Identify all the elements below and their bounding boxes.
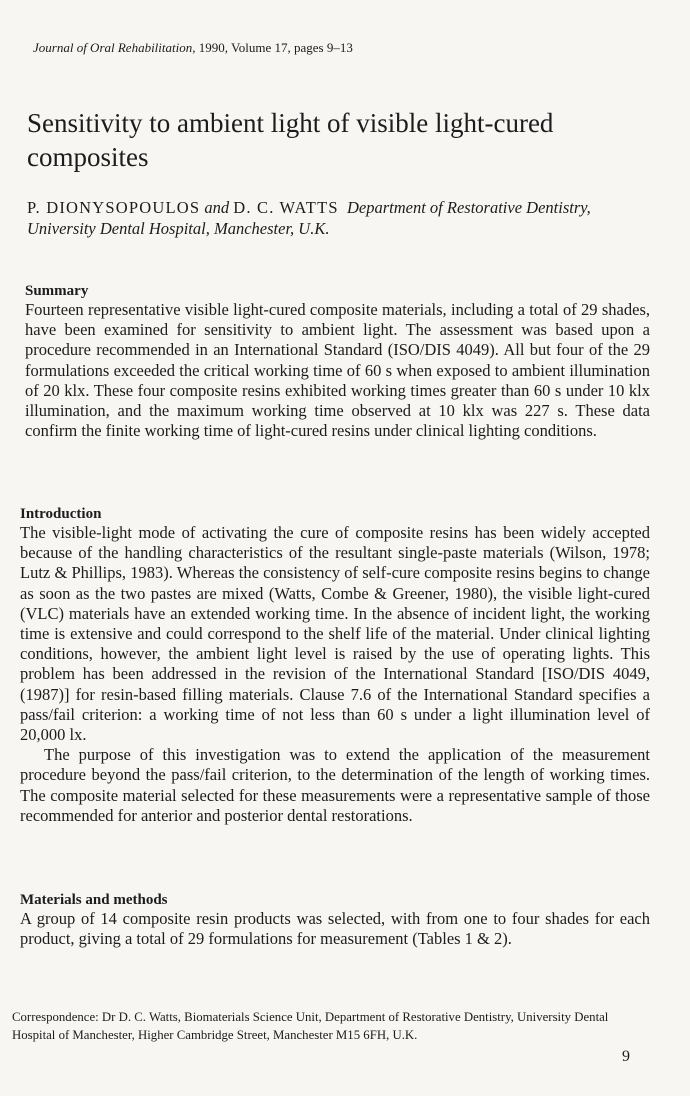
correspondence-footnote: Correspondence: Dr D. C. Watts, Biomaterials Science Unit, Department of Restorative Dentistry, University Dental Hospital of Manchester, Higher Cambridge Street, Manchester M15 6FH, U.K.: [12, 1010, 609, 1042]
summary-section: [25, 282, 650, 441]
journal-citation: [33, 40, 353, 56]
author-1: P. DIONYSOPOULOS: [27, 198, 201, 217]
methods-heading: Materials and methods: [20, 892, 168, 908]
methods-text: A group of 14 composite resin products was selected, with from one to four shades for each product, giving a total of 29 formulations for measurement (Tables 1 & 2).: [20, 909, 650, 949]
author-conjunction: and: [204, 198, 230, 217]
introduction-section: [20, 505, 650, 826]
introduction-paragraph-2: The purpose of this investigation was to extend the application of the measurement procedure beyond the pass/fail criterion, to the determination of the length of working times. The composite material selected for these measurements were a representative sample of those recommended for anterior and posterior dental restorations.: [20, 745, 650, 825]
page-number: 9: [622, 1048, 630, 1065]
author-affiliation: Department of Restorative Dentistry, University Dental Hospital, Manchester, U.K.: [27, 198, 591, 238]
introduction-paragraph-1: The visible-light mode of activating the cure of composite resins has been widely accepted because of the handling characteristics of the resultant single-paste materials (Wilson, 1978; Lutz & Phillips, 1983). Whereas the consistency of self-cure composite resins begins to change as soon as the two pastes are mixed (Watts, Combe & Greener, 1980), the visible light-cured (VLC) materials have an extended working time. In the absence of incident light, the working time is extensive and could correspond to the shelf life of the material. Under clinical lighting conditions, however, the ambient light level is raised by the use of operating lights. This problem has been addressed in the revision of the International Standard [ISO/DIS 4049, (1987)] for resin-based filling materials. Clause 7.6 of the International Standard specifies a pass/fail criterion: a working time of not less than 60 s under a light illumination level of 20,000 lx.: [20, 523, 650, 745]
summary-heading: Summary: [25, 283, 89, 299]
introduction-heading: Introduction: [20, 506, 102, 522]
methods-section: [20, 891, 650, 949]
author-2: D. C. WATTS: [233, 198, 339, 217]
author-block: [27, 197, 657, 239]
citation-details: , 1990, Volume 17, pages 9–13: [192, 40, 353, 55]
article-title: Sensitivity to ambient light of visible light-cured composites: [27, 108, 554, 172]
summary-text: Fourteen representative visible light-cured composite materials, including a total of 29 shades, have been examined for sensitivity to ambient light. The assessment was based upon a procedure recommended in an International Standard (ISO/DIS 4049). All but four of the 29 formulations exceeded the critical working time of 60 s when exposed to ambient illumination of 20 klx. These four composite resins exhibited working times greater than 60 s under 10 klx illumination, and the maximum working time observed at 10 klx was 227 s. These data confirm the finite working time of light-cured resins under clinical lighting conditions.: [25, 300, 650, 441]
journal-name: Journal of Oral Rehabilitation: [33, 40, 193, 55]
